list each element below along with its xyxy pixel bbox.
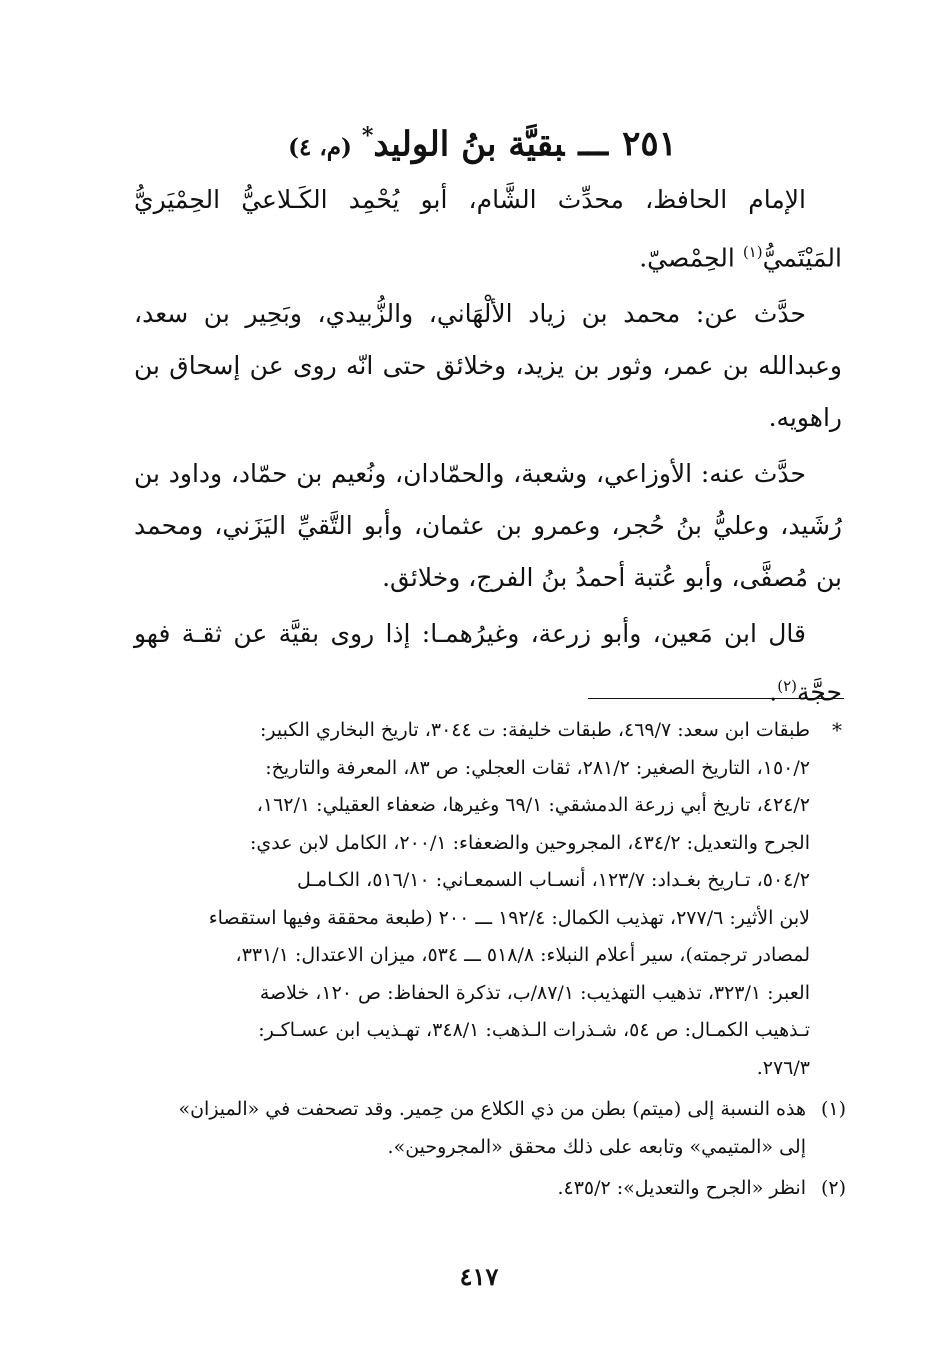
paragraph-lineage [134, 174, 842, 284]
assessment-text: قال ابن مَعين، وأبو زرعة، وغيرُهمـا: إذا روى بقيَّة عن ثقـة فهو حجَّة [134, 619, 842, 707]
paragraph-narrated-from: حدَّث عن: محمد بن زياد الألْهَاني، والزُّبيدي، وبَحِير بن سعد، وعبدالله بن عمر، وثور بن يزيد، وخلائق حتى انّه روى عن إسحاق بن راهويه. [134, 299, 842, 433]
footnote-1-mark: (١) [820, 1098, 846, 1120]
sources-line: ٢٧٦/٣. [756, 1056, 810, 1079]
sources-line: الجرح والتعديل: ٤٣٤/٢، المجروحين والضعفاء: ٢٠٠/١، الكامل لابن عدي: [250, 831, 810, 854]
sources-line: تـذهيب الكمـال: ص ٥٤، شـذرات الـذهب: ٣٤٨/١، تهـذيب ابن عسـاكـر: [258, 1019, 810, 1041]
page-number: ٤١٧ [459, 1262, 499, 1291]
footnote-ref-1: (١) [742, 243, 763, 261]
heading-dash: ـــ [578, 124, 609, 165]
sources-line: ١٥٠/٢، التاريخ الصغير: ٢٨١/٢، ثقات العجلي: ص ٨٣، المعرفة والتاريخ: [265, 756, 810, 779]
footnote-sources [130, 712, 846, 1087]
entry-name: بقيَّة بنُ الوليد [373, 124, 565, 165]
footnote-ref-2: (٢) [777, 677, 797, 696]
footnotes [130, 712, 846, 1208]
footnote-2 [130, 1170, 846, 1208]
footnote-separator [588, 698, 844, 699]
sources-line: ٤٢٤/٢، تاريخ أبي زرعة الدمشقي: ٦٩/١ وغيرها، ضعفاء العقيلي: ١٦٢/١، [256, 794, 810, 816]
footnote-1-line: إلى «المتيمي» وتابعه على ذلك محقق «المجروحين». [387, 1135, 806, 1158]
sources-line: لمصادر ترجمته)، سير أعلام النبلاء: ٥١٨/٨ ـــ ٥٣٤، ميزان الاعتدال: ٣٣١/١، [235, 944, 810, 966]
lineage-line-2a: المَيْتَميُّ [762, 243, 842, 273]
footnote-1 [130, 1091, 846, 1166]
footnote-2-text: انظر «الجرح والتعديل»: ٤٣٥/٢. [557, 1177, 806, 1199]
entry-codes: (م، ٤) [288, 134, 352, 162]
heading-footnote-star: * [361, 123, 374, 149]
footnote-star-mark: * [832, 718, 842, 742]
footnote-2-mark: (٢) [820, 1177, 846, 1199]
assessment-end: . [769, 677, 778, 707]
lineage-line-1: الإمام الحافظ، محدِّث الشَّام، أبو يُحْمِد الكَـلاعيُّ الحِمْيَريُّ [134, 185, 806, 214]
entry-heading [130, 112, 835, 172]
sources-line: طبقات ابن سعد: ٤٦٩/٧، طبقات خليفة: ت ٣٠٤٤، تاريخ البخاري الكبير: [260, 719, 810, 741]
paragraph-assessment [134, 608, 842, 718]
entry-body [134, 174, 842, 723]
lineage-line-2b: الحِمْصيّ. [639, 243, 735, 273]
footnote-1-line: هذه النسبة إلى (ميتم) بطن من ذي الكلاع من حِمير. وقد تصحفت في «الميزان» [178, 1098, 806, 1120]
sources-line: ٥٠٤/٢، تـاريخ بغـداد: ١٢٣/٧، أنسـاب السمعـاني: ٥١٦/١٠، الكـامـل [297, 869, 810, 891]
entry-number: ٢٥١ [622, 124, 677, 165]
paragraph-narrated-by: حدَّث عنه: الأوزاعي، وشعبة، والحمّادان، ونُعيم بن حمّاد، وداود بن رُشَيد، وعليُّ بنُ حُجر، وعمرو بن عثمان، وأبو التَّقيِّ اليَزَني، ومحمد بن مُصفَّى، وأبو عُتبة أحمدُ بنُ الفرج، وخلائق. [134, 459, 842, 593]
sources-line: لابن الأثير: ٢٧٧/٦، تهذيب الكمال: ١٩٢/٤ ـــ ٢٠٠ (طبعة محققة وفيها استقصاء [208, 906, 810, 929]
sources-line: العبر: ٣٢٣/١، تذهيب التهذيب: ٨٧/١/ب، تذكرة الحفاظ: ص ١٢٠، خلاصة [259, 981, 810, 1004]
